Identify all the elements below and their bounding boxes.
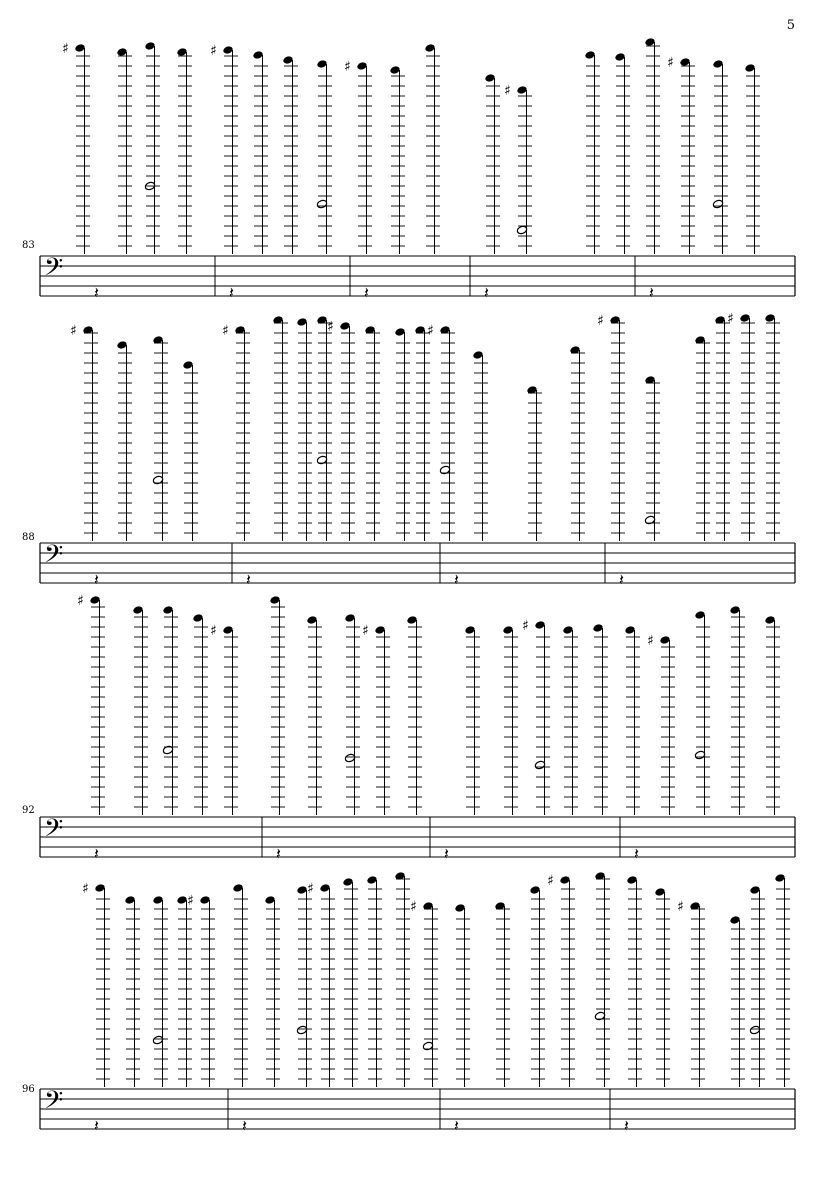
note-head <box>192 613 203 623</box>
sharp-icon: ♯ <box>410 899 417 915</box>
note-head <box>374 625 385 635</box>
rest-icon: 𝄽 <box>94 283 99 302</box>
half-note-head <box>344 753 355 763</box>
note-head <box>472 350 483 360</box>
note-head <box>679 57 690 67</box>
sharp-icon: ♯ <box>597 313 604 329</box>
note-head <box>282 55 293 65</box>
note-head <box>484 73 495 83</box>
note-head <box>584 50 595 60</box>
sharp-icon: ♯ <box>70 323 77 339</box>
rest-icon: 𝄽 <box>229 283 234 302</box>
sharp-icon: ♯ <box>82 881 89 897</box>
note-head <box>712 59 723 69</box>
note-head <box>176 895 187 905</box>
note-head <box>516 85 527 95</box>
note-head <box>774 873 785 883</box>
note-head <box>344 613 355 623</box>
note-head <box>749 885 760 895</box>
rest-icon: 𝄽 <box>444 844 449 863</box>
note-head <box>454 903 465 913</box>
note-head <box>116 340 127 350</box>
note-head <box>389 65 400 75</box>
note-head <box>424 43 435 53</box>
note-head <box>739 313 750 323</box>
rest-icon: 𝄽 <box>242 1116 247 1135</box>
note-head <box>626 875 637 885</box>
half-note-head <box>694 750 705 760</box>
half-note-head <box>712 199 723 209</box>
note-head <box>729 915 740 925</box>
note-head <box>144 41 155 51</box>
rest-icon: 𝄽 <box>364 283 369 302</box>
note-head <box>199 895 210 905</box>
note-head <box>562 625 573 635</box>
system-2 <box>40 311 795 589</box>
note-head <box>296 317 307 327</box>
note-head <box>132 605 143 615</box>
note-head <box>316 59 327 69</box>
note-head <box>222 625 233 635</box>
sharp-icon: ♯ <box>187 893 194 909</box>
note-head <box>654 887 665 897</box>
rest-icon: 𝄽 <box>624 1116 629 1135</box>
bass-clef-icon: 𝄢 <box>44 814 64 849</box>
sharp-icon: ♯ <box>677 899 684 915</box>
sharp-icon: ♯ <box>427 323 434 339</box>
sharp-icon: ♯ <box>344 59 351 75</box>
half-note-head <box>296 1025 307 1035</box>
sharp-icon: ♯ <box>522 618 529 634</box>
note-head <box>252 50 263 60</box>
note-head <box>182 360 193 370</box>
bass-clef-icon: 𝄢 <box>44 540 64 575</box>
rest-icon: 𝄽 <box>649 283 654 302</box>
note-head <box>269 595 280 605</box>
note-head <box>264 895 275 905</box>
sharp-icon: ♯ <box>222 323 229 339</box>
note-head <box>534 620 545 630</box>
half-note-head <box>516 225 527 235</box>
rest-icon: 𝄽 <box>484 283 489 302</box>
rest-icon: 𝄽 <box>94 570 99 589</box>
half-note-head <box>152 1035 163 1045</box>
measure-number-83: 83 <box>22 240 35 251</box>
note-head <box>406 615 417 625</box>
note-head <box>529 885 540 895</box>
rest-icon: 𝄽 <box>276 844 281 863</box>
note-head <box>342 877 353 887</box>
sharp-icon: ♯ <box>647 633 654 649</box>
note-head <box>89 595 100 605</box>
rest-icon: 𝄽 <box>454 570 459 589</box>
page-number: 5 <box>786 18 795 33</box>
note-head <box>152 895 163 905</box>
note-head <box>232 883 243 893</box>
sharp-icon: ♯ <box>210 43 217 59</box>
note-head <box>162 605 173 615</box>
half-note-head <box>534 760 545 770</box>
note-head <box>614 52 625 62</box>
sharp-icon: ♯ <box>210 623 217 639</box>
note-head <box>319 883 330 893</box>
sharp-icon: ♯ <box>504 83 511 99</box>
note-head <box>222 45 233 55</box>
note-head <box>744 63 755 73</box>
half-note-head <box>749 1025 760 1035</box>
sharp-icon: ♯ <box>62 41 69 57</box>
system-3 <box>40 593 795 863</box>
rest-icon: 𝄽 <box>246 570 251 589</box>
system-4 <box>40 871 795 1135</box>
note-head <box>694 610 705 620</box>
rest-icon: 𝄽 <box>619 570 624 589</box>
note-head <box>296 885 307 895</box>
note-head <box>764 313 775 323</box>
half-note-head <box>316 199 327 209</box>
sharp-icon: ♯ <box>727 311 734 327</box>
bass-clef-icon: 𝄢 <box>44 1086 64 1121</box>
note-head <box>729 605 740 615</box>
rest-icon: 𝄽 <box>94 844 99 863</box>
note-head <box>176 47 187 57</box>
note-head <box>306 615 317 625</box>
note-head <box>356 61 367 71</box>
note-head <box>74 43 85 53</box>
note-head <box>116 47 127 57</box>
note-head <box>764 615 775 625</box>
measure-number-88: 88 <box>22 532 35 543</box>
note-head <box>659 635 670 645</box>
rest-icon: 𝄽 <box>634 844 639 863</box>
note-head <box>624 625 635 635</box>
sharp-icon: ♯ <box>327 319 334 335</box>
rest-icon: 𝄽 <box>454 1116 459 1135</box>
note-head <box>464 625 475 635</box>
note-head <box>644 37 655 47</box>
sharp-icon: ♯ <box>362 623 369 639</box>
measure-number-92: 92 <box>22 805 35 816</box>
measure-number-96: 96 <box>22 1084 35 1095</box>
sharp-icon: ♯ <box>547 873 554 889</box>
note-head <box>339 321 350 331</box>
bass-clef-icon: 𝄢 <box>44 253 64 288</box>
note-head <box>394 327 405 337</box>
note-head <box>559 875 570 885</box>
note-head <box>502 625 513 635</box>
sharp-icon: ♯ <box>307 881 314 897</box>
rest-icon: 𝄽 <box>94 1116 99 1135</box>
note-head <box>94 883 105 893</box>
note-head <box>366 875 377 885</box>
note-head <box>592 623 603 633</box>
sharp-icon: ♯ <box>77 593 84 609</box>
sharp-icon: ♯ <box>667 55 674 71</box>
system-1 <box>40 37 795 302</box>
note-head <box>124 895 135 905</box>
